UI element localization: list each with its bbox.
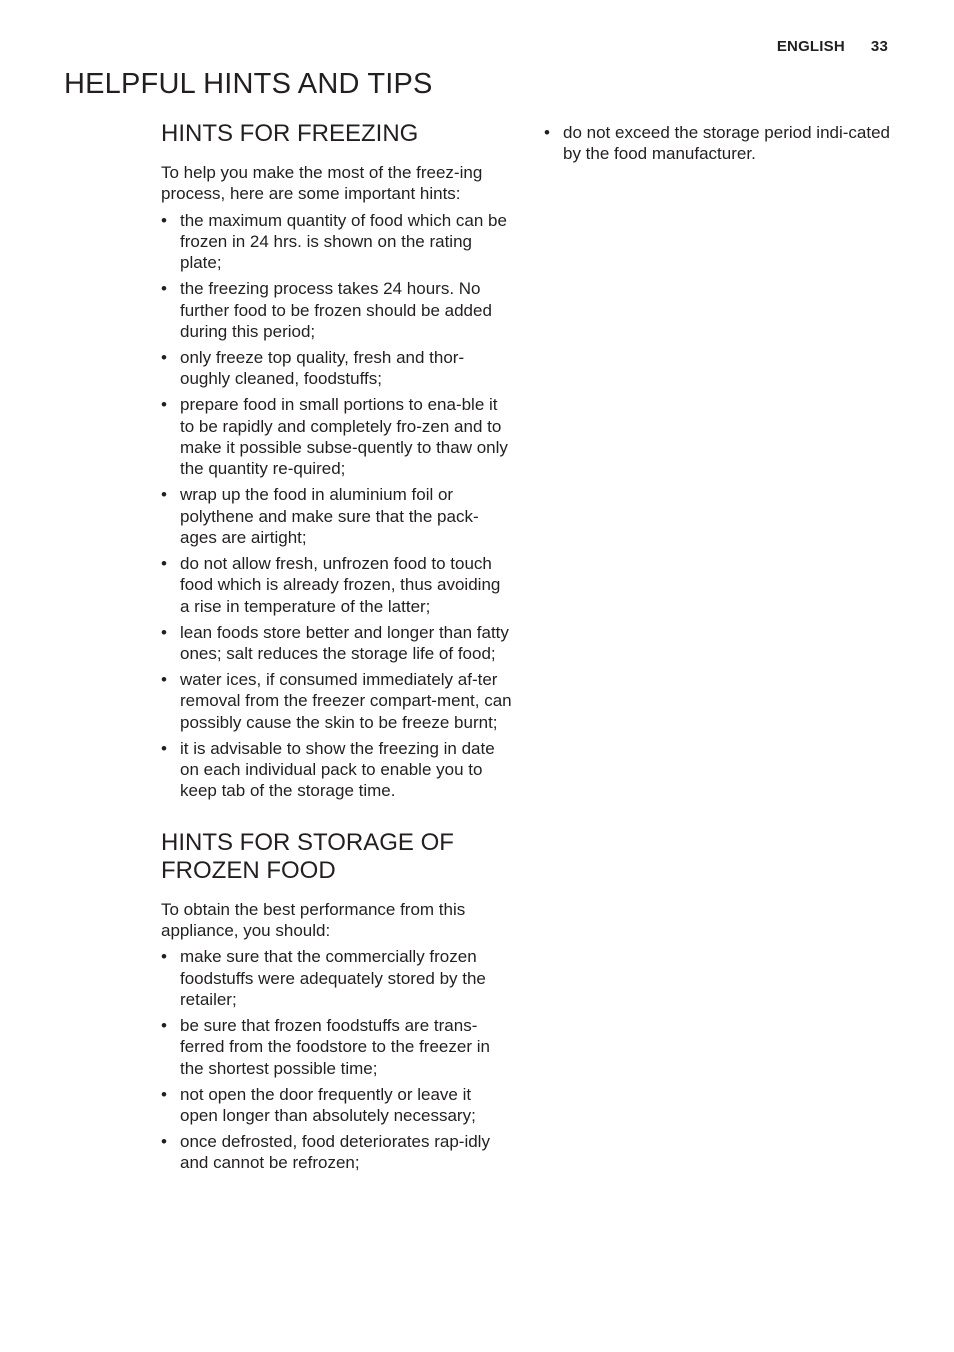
list-item: • the freezing process takes 24 hours. No further food to be frozen should be added during this period; — [161, 279, 492, 341]
list-item: • prepare food in small portions to ena-ble it to be rapidly and completely fro-zen and to make it possible subse-quently to thaw only the quantity re-quired; — [161, 395, 508, 479]
storage-heading: HINTS FOR STORAGE OF FROZEN FOOD — [161, 828, 454, 884]
bullet-icon: • — [161, 1084, 167, 1104]
list-item: • it is advisable to show the freezing in date on each individual pack to enable you to keep tab of the storage time. — [161, 738, 495, 801]
storage-intro: To obtain the best performance from this appliance, you should: — [161, 899, 466, 940]
bullet-icon: • — [544, 123, 550, 142]
freezing-intro: To help you make the most of the freez-ing process, here are some important hints: — [161, 163, 483, 204]
freezing-list — [161, 210, 513, 802]
list-item: • water ices, if consumed immediately af-ter removal from the freezer compart-ment, can possibly cause the skin to be freeze burnt; — [161, 670, 512, 732]
list-item: • not open the door frequently or leave it open longer than absolutely necessary; — [161, 1084, 476, 1125]
page-title: HELPFUL HINTS AND TIPS — [64, 68, 433, 100]
bullet-icon: • — [161, 279, 167, 299]
list-item: • lean foods store better and longer than fatty ones; salt reduces the storage life of food; — [161, 622, 509, 664]
list-item: • only freeze top quality, fresh and thor-oughly cleaned, foodstuffs; — [161, 347, 465, 389]
bullet-icon: • — [161, 395, 167, 415]
freezing-heading: HINTS FOR FREEZING — [161, 120, 419, 147]
list-item: • make sure that the commercially frozen foodstuffs were adequately stored by the retailer; — [161, 947, 486, 1009]
bullet-icon: • — [161, 622, 167, 642]
bullet-icon: • — [161, 554, 167, 574]
header-language: ENGLISH — [776, 38, 845, 55]
bullet-icon: • — [161, 1015, 167, 1035]
left-column — [161, 120, 513, 1178]
page-header — [777, 38, 888, 55]
bullet-icon: • — [161, 670, 167, 690]
bullet-icon: • — [161, 210, 167, 230]
bullet-icon: • — [161, 738, 167, 758]
list-item: • wrap up the food in aluminium foil or polythene and make sure that the pack-ages are airtight; — [161, 485, 479, 547]
page-number: 33 — [870, 38, 888, 55]
list-item: • once defrosted, food deteriorates rap-idly and cannot be refrozen; — [161, 1132, 490, 1173]
storage-list — [161, 946, 513, 1173]
bullet-icon: • — [161, 347, 167, 367]
bullet-icon: • — [161, 947, 167, 967]
right-column — [544, 120, 890, 169]
list-item: • do not exceed the storage period indi-cated by the food manufacturer. — [544, 123, 891, 164]
storage-list-continued — [544, 122, 890, 165]
list-item: • do not allow fresh, unfrozen food to touch food which is already frozen, thus avoiding a rise in temperature of the latter; — [161, 554, 501, 616]
list-item: • the maximum quantity of food which can be frozen in 24 hrs. is shown on the rating plate; — [161, 210, 507, 273]
bullet-icon: • — [161, 485, 167, 505]
bullet-icon: • — [161, 1132, 167, 1152]
list-item: • be sure that frozen foodstuffs are trans-ferred from the foodstore to the freezer in the shortest possible time; — [161, 1015, 490, 1078]
